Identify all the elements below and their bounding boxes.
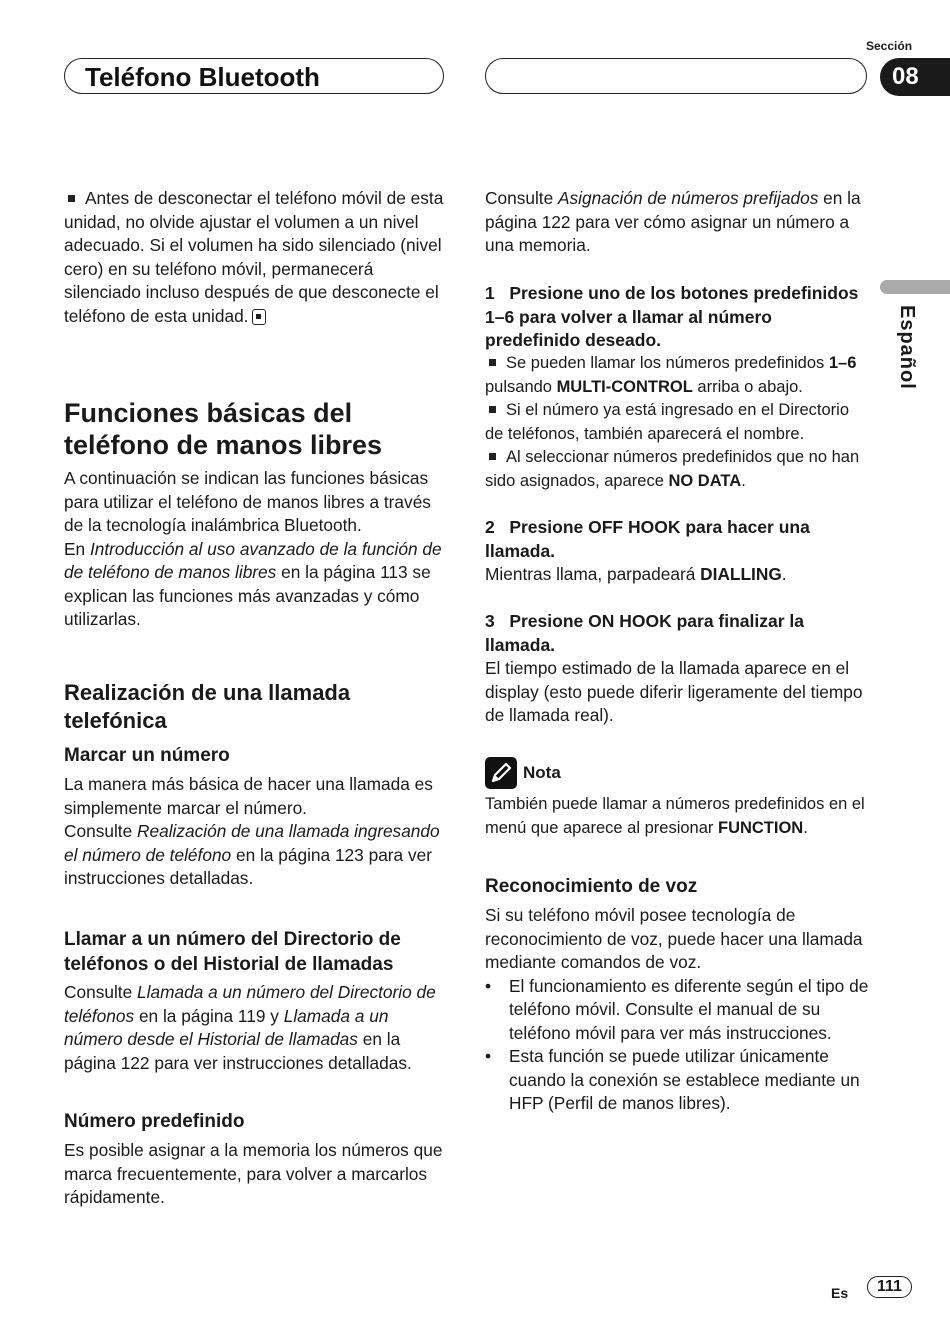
basic-functions-body — [64, 467, 449, 632]
header-blank-banner — [485, 58, 867, 94]
subheading-voice-recognition: Reconocimiento de voz — [485, 876, 698, 897]
preset-number-body: Es posible asignar a la memoria los números que marca frecuentemente, para volver a marcarlos rápidamente. — [64, 1140, 443, 1207]
step-1-note-2: Si el número ya está ingresado en el Directorio de teléfonos, también aparecerá el nombre. — [485, 401, 850, 443]
end-mark-icon — [252, 309, 266, 325]
cross-reference: Realización de una llamada ingresando el número de teléfono — [64, 821, 440, 865]
subheading-call-directory: Llamar a un número del Directorio de teléfonos o del Historial de llamadas — [64, 929, 401, 975]
intro-note — [64, 187, 449, 328]
step-1-note-3: Al seleccionar números predefinidos que no han sido asignados, aparece NO DATA. — [485, 448, 860, 490]
page-title: Teléfono Bluetooth — [85, 62, 320, 92]
voice-intro: Si su teléfono móvil posee tecnología de reconocimiento de voz, puede hacer una llamada mediante comandos de voz. — [485, 905, 863, 972]
voice-bullet-2: • Esta función se puede utilizar únicamente cuando la conexión se establece mediante un HFP (Perfil de manos libres). — [485, 1045, 870, 1116]
page-number: 111 — [867, 1276, 912, 1298]
step-1-note-1: Se pueden llamar los números predefinidos 1–6 pulsando MULTI-CONTROL arriba o abajo. — [485, 354, 857, 396]
title-banner — [64, 58, 444, 94]
dial-number-body — [64, 773, 449, 891]
bullet-dot-icon: • — [485, 1046, 492, 1066]
step-2 — [485, 516, 870, 563]
step-1 — [485, 282, 870, 353]
cross-reference: Asignación de números prefijados — [558, 188, 819, 208]
call-directory-body: Consulte Llamada a un número del Directorio de teléfonos en la página 119 y Llamada a un número desde el Historial de llamadas en la página 122 para ver instrucciones detalladas. — [64, 982, 436, 1073]
square-bullet-icon — [489, 406, 496, 413]
dial-p1: La manera más básica de hacer una llamada es simplemente marcar el número. — [64, 774, 433, 818]
cross-reference: Introducción al uso avanzado de la función de de teléfono de manos libres — [64, 538, 442, 582]
note-title: Nota — [523, 763, 561, 782]
language-tab-marker — [880, 280, 950, 294]
step-1-text: Presione uno de los botones predefinidos 1–6 para volver a llamar al número predefinido deseado. — [485, 283, 859, 350]
step-number: 3 — [485, 611, 495, 631]
step-3 — [485, 610, 870, 657]
basic-functions-p2: En Introducción al uso avanzado de la función de de teléfono de manos libres en la página 113 se explican las funciones más avanzadas y cómo utilizarlas. — [64, 538, 442, 629]
intro-note-text: Antes de desconectar el teléfono móvil de esta unidad, no olvide ajustar el volumen a un nivel adecuado. Si el volumen ha sido silenciado (nivel cero) en su teléfono móvil, permanecerá silenciado incluso después de que desconecte el teléfono de esta unidad. — [64, 188, 444, 326]
voice-recognition-body — [485, 904, 870, 1116]
step-number: 2 — [485, 517, 495, 537]
cross-reference: Llamada a un número desde el Historial de llamadas — [64, 1005, 389, 1049]
step-number: 1 — [485, 283, 495, 303]
square-bullet-icon — [68, 195, 75, 202]
footer-language-code: Es — [831, 1285, 849, 1301]
language-label: Español — [896, 305, 918, 390]
square-bullet-icon — [489, 453, 496, 460]
step-2-detail: Mientras llama, parpadeará DIALLING. — [485, 564, 787, 584]
pencil-note-icon — [485, 757, 517, 789]
note-body: También puede llamar a números predefinidos en el menú que aparece al presionar FUNCTION. — [485, 795, 865, 837]
bullet-dot-icon: • — [485, 975, 492, 996]
cross-reference: Llamada a un número del Directorio de teléfonos — [64, 982, 436, 1026]
dial-p2: Consulte Realización de una llamada ingresando el número de teléfono en la página 123 para ver instrucciones detalladas. — [64, 821, 440, 888]
preset-reference: Consulte Asignación de números prefijados en la página 122 para ver cómo asignar un número a una memoria. — [485, 188, 861, 255]
voice-bullet-1: • El funcionamiento es diferente según el tipo de teléfono móvil. Consulte el manual de su teléfono móvil para ver más instrucciones. — [485, 975, 870, 1046]
heading-basic-functions: Funciones básicas del teléfono de manos libres — [64, 398, 383, 460]
section-label: Sección — [866, 39, 913, 53]
step-3-text: Presione ON HOOK para finalizar la llamada. — [485, 611, 804, 655]
section-number-tab: 08 — [880, 58, 950, 96]
step-1-notes — [485, 352, 870, 493]
heading-make-call: Realización de una llamada telefónica — [64, 680, 351, 733]
subheading-preset-number: Número predefinido — [64, 1111, 245, 1132]
basic-functions-p1: A continuación se indican las funciones básicas para utilizar el teléfono de manos libres a través de la tecnología inalámbrica Bluetooth. — [64, 468, 431, 535]
note-header — [485, 757, 561, 789]
step-3-detail: El tiempo estimado de la llamada aparece en el display (esto puede diferir ligeramente del tiempo de llamada real). — [485, 658, 863, 725]
subheading-dial-number: Marcar un número — [64, 745, 230, 766]
square-bullet-icon — [489, 359, 496, 366]
step-2-text: Presione OFF HOOK para hacer una llamada. — [485, 517, 810, 561]
